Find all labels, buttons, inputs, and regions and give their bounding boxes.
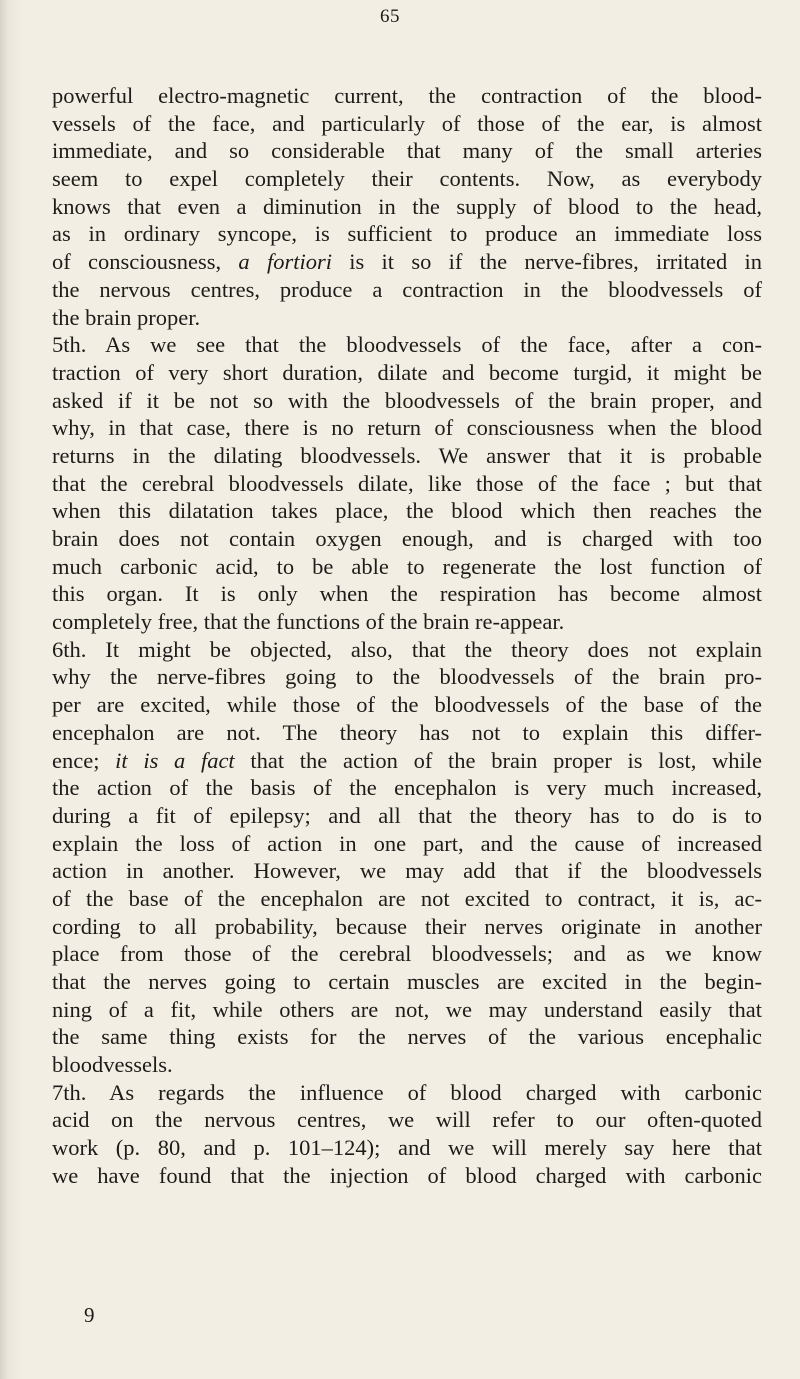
text-line: work (p. 80, and p. 101–124); and we will merely say here that [52, 1135, 762, 1161]
text-line: completely free, that the functions of the brain re-appear. [52, 609, 565, 635]
text-line: why, in that case, there is no return of consciousness when the blood [52, 415, 762, 441]
text-line: that the nerves going to certain muscles are excited in the begin- [52, 969, 762, 994]
text-line: encephalon are not. The theory has not to explain this differ- [52, 719, 762, 745]
text-line: of consciousness, a fortiori is it so if the nerve-fibres, irritated in [52, 249, 762, 275]
text-line: that the cerebral bloodvessels dilate, like those of the face ; but that [52, 470, 762, 496]
text-line: when this dilatation takes place, the blood which then reaches the [52, 498, 762, 524]
text-line: acid on the nervous centres, we will refer to our often-quoted [52, 1107, 762, 1133]
text-line: during a fit of epilepsy; and all that the theory has to do is to [52, 802, 762, 828]
text-line: this organ. It is only when the respiration has become almost [52, 581, 762, 607]
text-line: bloodvessels. [52, 1052, 173, 1078]
text-line: the brain proper. [52, 304, 201, 330]
page-number: 65 [380, 6, 400, 27]
text-line: as in ordinary syncope, is sufficient to produce an immediate loss [52, 221, 762, 247]
body-text [52, 82, 762, 1190]
italic-emphasis: it is a fact [115, 747, 235, 773]
text-line: asked if it be not so with the bloodvessels of the brain proper, and [52, 387, 762, 413]
text-line: cording to all probability, because their nerves originate in another [52, 913, 762, 939]
text-line: powerful electro-magnetic current, the contraction of the blood- [52, 83, 762, 108]
text-line: much carbonic acid, to be able to regenerate the lost function of [52, 553, 762, 579]
text-line: 7th. As regards the influence of blood charged with carbonic [52, 1079, 762, 1105]
text-line: brain does not contain oxygen enough, and is charged with too [52, 526, 762, 551]
text-line: the nervous centres, produce a contraction in the bloodvessels of [52, 276, 762, 302]
text-line: of the base of the encephalon are not excited to contract, it is, ac- [52, 885, 762, 911]
text-line: 5th. As we see that the bloodvessels of the face, after a con- [52, 332, 762, 358]
text-line: ence; it is a fact that the action of the brain proper is lost, while [52, 747, 762, 773]
text-line: 6th. It might be objected, also, that the theory does not explain [52, 636, 762, 662]
text-line: the action of the basis of the encephalon is very much increased, [52, 775, 762, 801]
text-line: explain the loss of action in one part, and the cause of increased [52, 830, 762, 856]
text-line: returns in the dilating bloodvessels. We answer that it is probable [52, 442, 762, 468]
signature-mark: 9 [84, 1303, 95, 1327]
text-line: we have found that the injection of blood charged with carbonic [52, 1162, 762, 1188]
text-line: traction of very short duration, dilate and become turgid, it might be [52, 359, 762, 385]
text-line: why the nerve-fibres going to the bloodvessels of the brain pro- [52, 664, 762, 690]
text-line: seem to expel completely their contents. Now, as everybody [52, 166, 762, 192]
text-line: the same thing exists for the nerves of the various encephalic [52, 1024, 762, 1050]
text-line: ning of a fit, while others are not, we may understand easily that [52, 996, 762, 1022]
text-line: immediate, and so considerable that many of the small arteries [52, 138, 762, 164]
text-line: per are excited, while those of the bloodvessels of the base of the [52, 692, 762, 718]
text-line: knows that even a diminution in the supply of blood to the head, [52, 193, 762, 219]
text-line: place from those of the cerebral bloodvessels; and as we know [52, 941, 762, 967]
text-line: action in another. However, we may add that if the bloodvessels [52, 858, 762, 884]
italic-emphasis: a fortiori [238, 249, 332, 275]
text-line: vessels of the face, and particularly of those of the ear, is almost [52, 110, 762, 136]
